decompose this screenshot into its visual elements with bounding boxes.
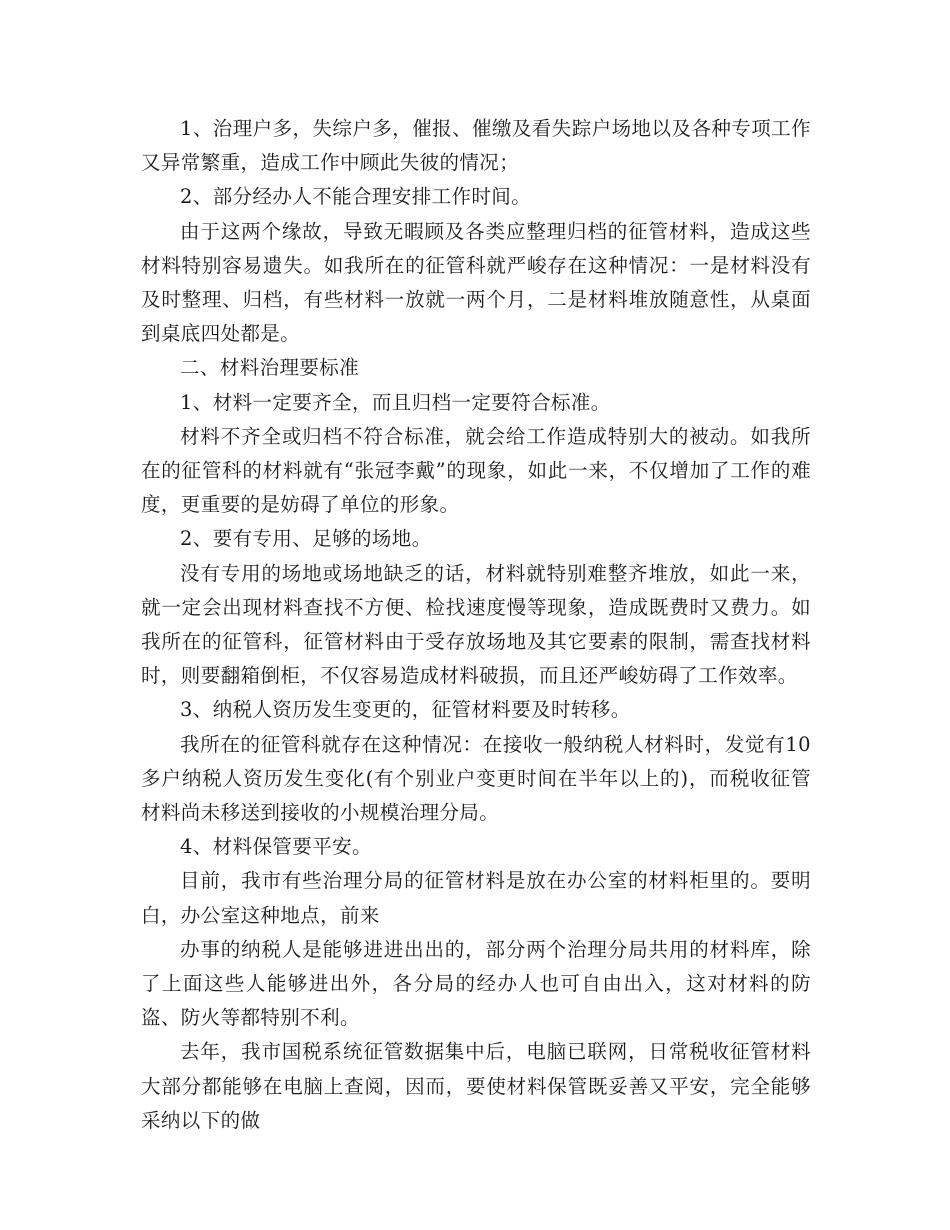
paragraph-13: 去年，我市国税系统征管数据集中后，电脑已联网，日常税收征管材料大部分都能够在电脑上查阅，因而，要使材料保管既妥善又平安，完全能够采纳以下的做 [141,1040,811,1132]
document-body [141,112,811,1138]
paragraph-10: 4、材料保管要平安。 [180,835,372,859]
paragraph-3: 由于这两个缘故，导致无暇顾及各类应整理归档的征管材料，造成这些材料特别容易遗失。如我所在的征管科就严峻存在这种情况：一是材料没有及时整理、归档，有些材料一放就一两个月，二是材料堆放随意性，从桌面到桌底四处都是。 [141,219,811,346]
paragraph-11: 目前，我市有些治理分局的征管材料是放在办公室的材料柜里的。要明白，办公室这种地点，前来 [141,869,811,927]
paragraph-6: 2、要有专用、足够的场地。 [180,527,432,551]
paragraph-7: 没有专用的场地或场地缺乏的话，材料就特别难整齐堆放，如此一来，就一定会出现材料查找不方便、检找速度慢等现象，造成既费时又费力。如我所在的征管科，征管材料由于受存放场地及其它要素的限制，需查找材料时，则要翻箱倒柜，不仅容易造成材料破损，而且还严峻妨碍了工作效率。 [141,561,811,688]
paragraph-2: 2、部分经办人不能合理安排工作时间。 [180,185,532,209]
paragraph-9: 我所在的征管科就存在这种情况：在接收一般纳税人材料时，发觉有10多户纳税人资历发生变化(有个别业户变更时间在半年以上的)，而税收征管材料尚未移送到接收的小规模治理分局。 [141,732,811,825]
paragraph-8: 3、纳税人资历发生变更的，征管材料要及时转移。 [180,698,631,722]
section-heading-2: 二、材料治理要标准 [180,356,360,380]
paragraph-4: 1、材料一定要齐全，而且归档一定要符合标准。 [180,390,611,414]
paragraph-1: 1、治理户多，失综户多，催报、催缴及看失踪户场地以及各种专项工作又异常繁重，造成工作中顾此失彼的情况； [141,117,811,175]
paragraph-5: 材料不齐全或归档不符合标准，就会给工作造成特别大的被动。如我所在的征管科的材料就有“张冠李戴”的现象，如此一来，不仅增加了工作的难度，更重要的是妨碍了单位的形象。 [141,424,811,517]
paragraph-12: 办事的纳税人是能够进进出出的，部分两个治理分局共用的材料库，除了上面这些人能够进出外，各分局的经办人也可自由出入，这对材料的防盗、防火等都特别不利。 [141,937,811,1030]
